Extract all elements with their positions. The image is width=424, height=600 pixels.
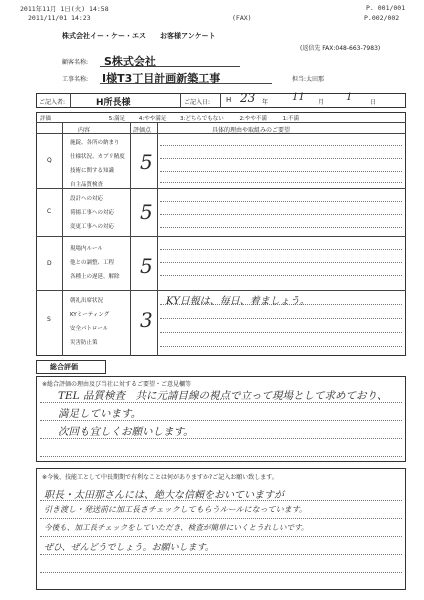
overall-prompt: ※総合評価の理由及び当社に対するご要望・ご意見欄等 (42, 381, 192, 388)
date-day: 1 (346, 92, 353, 103)
section-s-comment: KY日報は、毎日、着ましょう。 (166, 296, 310, 307)
overall-title: 総合評価 (50, 363, 78, 371)
section-letter-d: D (47, 260, 52, 267)
project-label: 工事名称: (62, 76, 89, 83)
fax-timestamp-2: 2011/11/01 14:23 (28, 14, 91, 22)
overall-line: 次回も宜しくお願いします。 (58, 426, 194, 438)
section-letter-c: C (47, 208, 52, 215)
score-q: 5 (140, 150, 153, 174)
section-c-item: 荷揚工事への対応 (70, 210, 115, 216)
section-d-item: 他との調整、工程 (70, 260, 115, 266)
date-month-unit: 月 (318, 99, 325, 106)
header-content: 内容 (78, 127, 91, 134)
future-prompt: ※今後、技能工として中長期期で有利なことは何がありますか?ご記入お願い致します。 (42, 474, 278, 481)
header-reason: 具体的理由や取組みのご要望 (212, 127, 291, 134)
section-letter-s: S (47, 316, 51, 323)
section-s-item: 災害防止策 (70, 340, 98, 346)
header-score: 評価点 (133, 127, 152, 134)
fax-label: (FAX) (232, 14, 252, 22)
customer-label: 顧客名称: (62, 59, 89, 66)
future-line: 今後も、加工長チェックをしていただき、検査が簡単にいくとうれしいです。 (44, 523, 309, 532)
section-q-item: 仕様状況、カブリ精度 (70, 154, 125, 160)
rating-scale: 評価 5:満足 4:やや満足 3:どちらでもない 2:やや不満 1:不満 (40, 116, 300, 122)
future-line: 职長・太田那さんには、絶大な信頼をおいていますが (44, 490, 284, 501)
manager-name: 担当:太田那 (292, 76, 325, 83)
fax-contact: (返信先 FAX:048-663-7983) (300, 45, 381, 52)
section-letter-q: Q (47, 157, 52, 164)
writer-name: H所長様 (96, 98, 131, 108)
section-c-item: 変更工事への対応 (70, 224, 115, 230)
overall-line: TEL 品質検査 共に元請目線の視点で立って現場として求めており、 (58, 390, 388, 402)
date-month: 11 (292, 92, 305, 103)
score-c: 5 (140, 200, 153, 224)
section-q-item: 自主品質検査 (70, 182, 104, 188)
evaluation-table (36, 112, 406, 356)
overall-line: 満足しています。 (58, 408, 142, 420)
section-s-item: 安全パトロール (70, 326, 109, 332)
score-d: 5 (140, 254, 153, 278)
project-name: I様T3丁目計画新築工事 (102, 72, 221, 85)
date-year-unit: 年 (262, 99, 269, 106)
writer-label: ご記入者: (39, 99, 66, 106)
customer-name: S株式会社 (104, 55, 156, 68)
section-q-item: 施錠、各所の納まり (70, 140, 120, 146)
section-s-item: 朝礼出席状況 (70, 298, 104, 304)
section-q-item: 技術に関する知識 (70, 168, 115, 174)
section-d-item: 現場内ルール (70, 246, 103, 252)
fax-page-2: P.002/002 (364, 14, 400, 22)
section-c-item: 設計への対応 (70, 196, 104, 202)
date-year: 23 (240, 91, 256, 105)
date-day-unit: 日 (370, 99, 377, 106)
section-d-item: 各種上の遅延、解除 (70, 274, 120, 280)
future-line: ぜひ、ぜんどうでしょう。お願いします。 (44, 543, 214, 553)
form-title: 株式会社イー・ケー・エス お客様アンケート (62, 32, 216, 40)
fax-page-1: P. 001/001 (366, 4, 406, 12)
future-line: 引き渡し・発送前に加工長さチェックしてもらうルールになっています。 (44, 505, 307, 514)
date-era: H (226, 96, 232, 104)
fax-timestamp-1: 2011年11月 1日(火) 14:58 (20, 5, 109, 13)
score-s: 3 (140, 308, 153, 332)
section-s-item: KYミーティング (70, 312, 110, 318)
date-label: ご記入日: (184, 99, 211, 106)
